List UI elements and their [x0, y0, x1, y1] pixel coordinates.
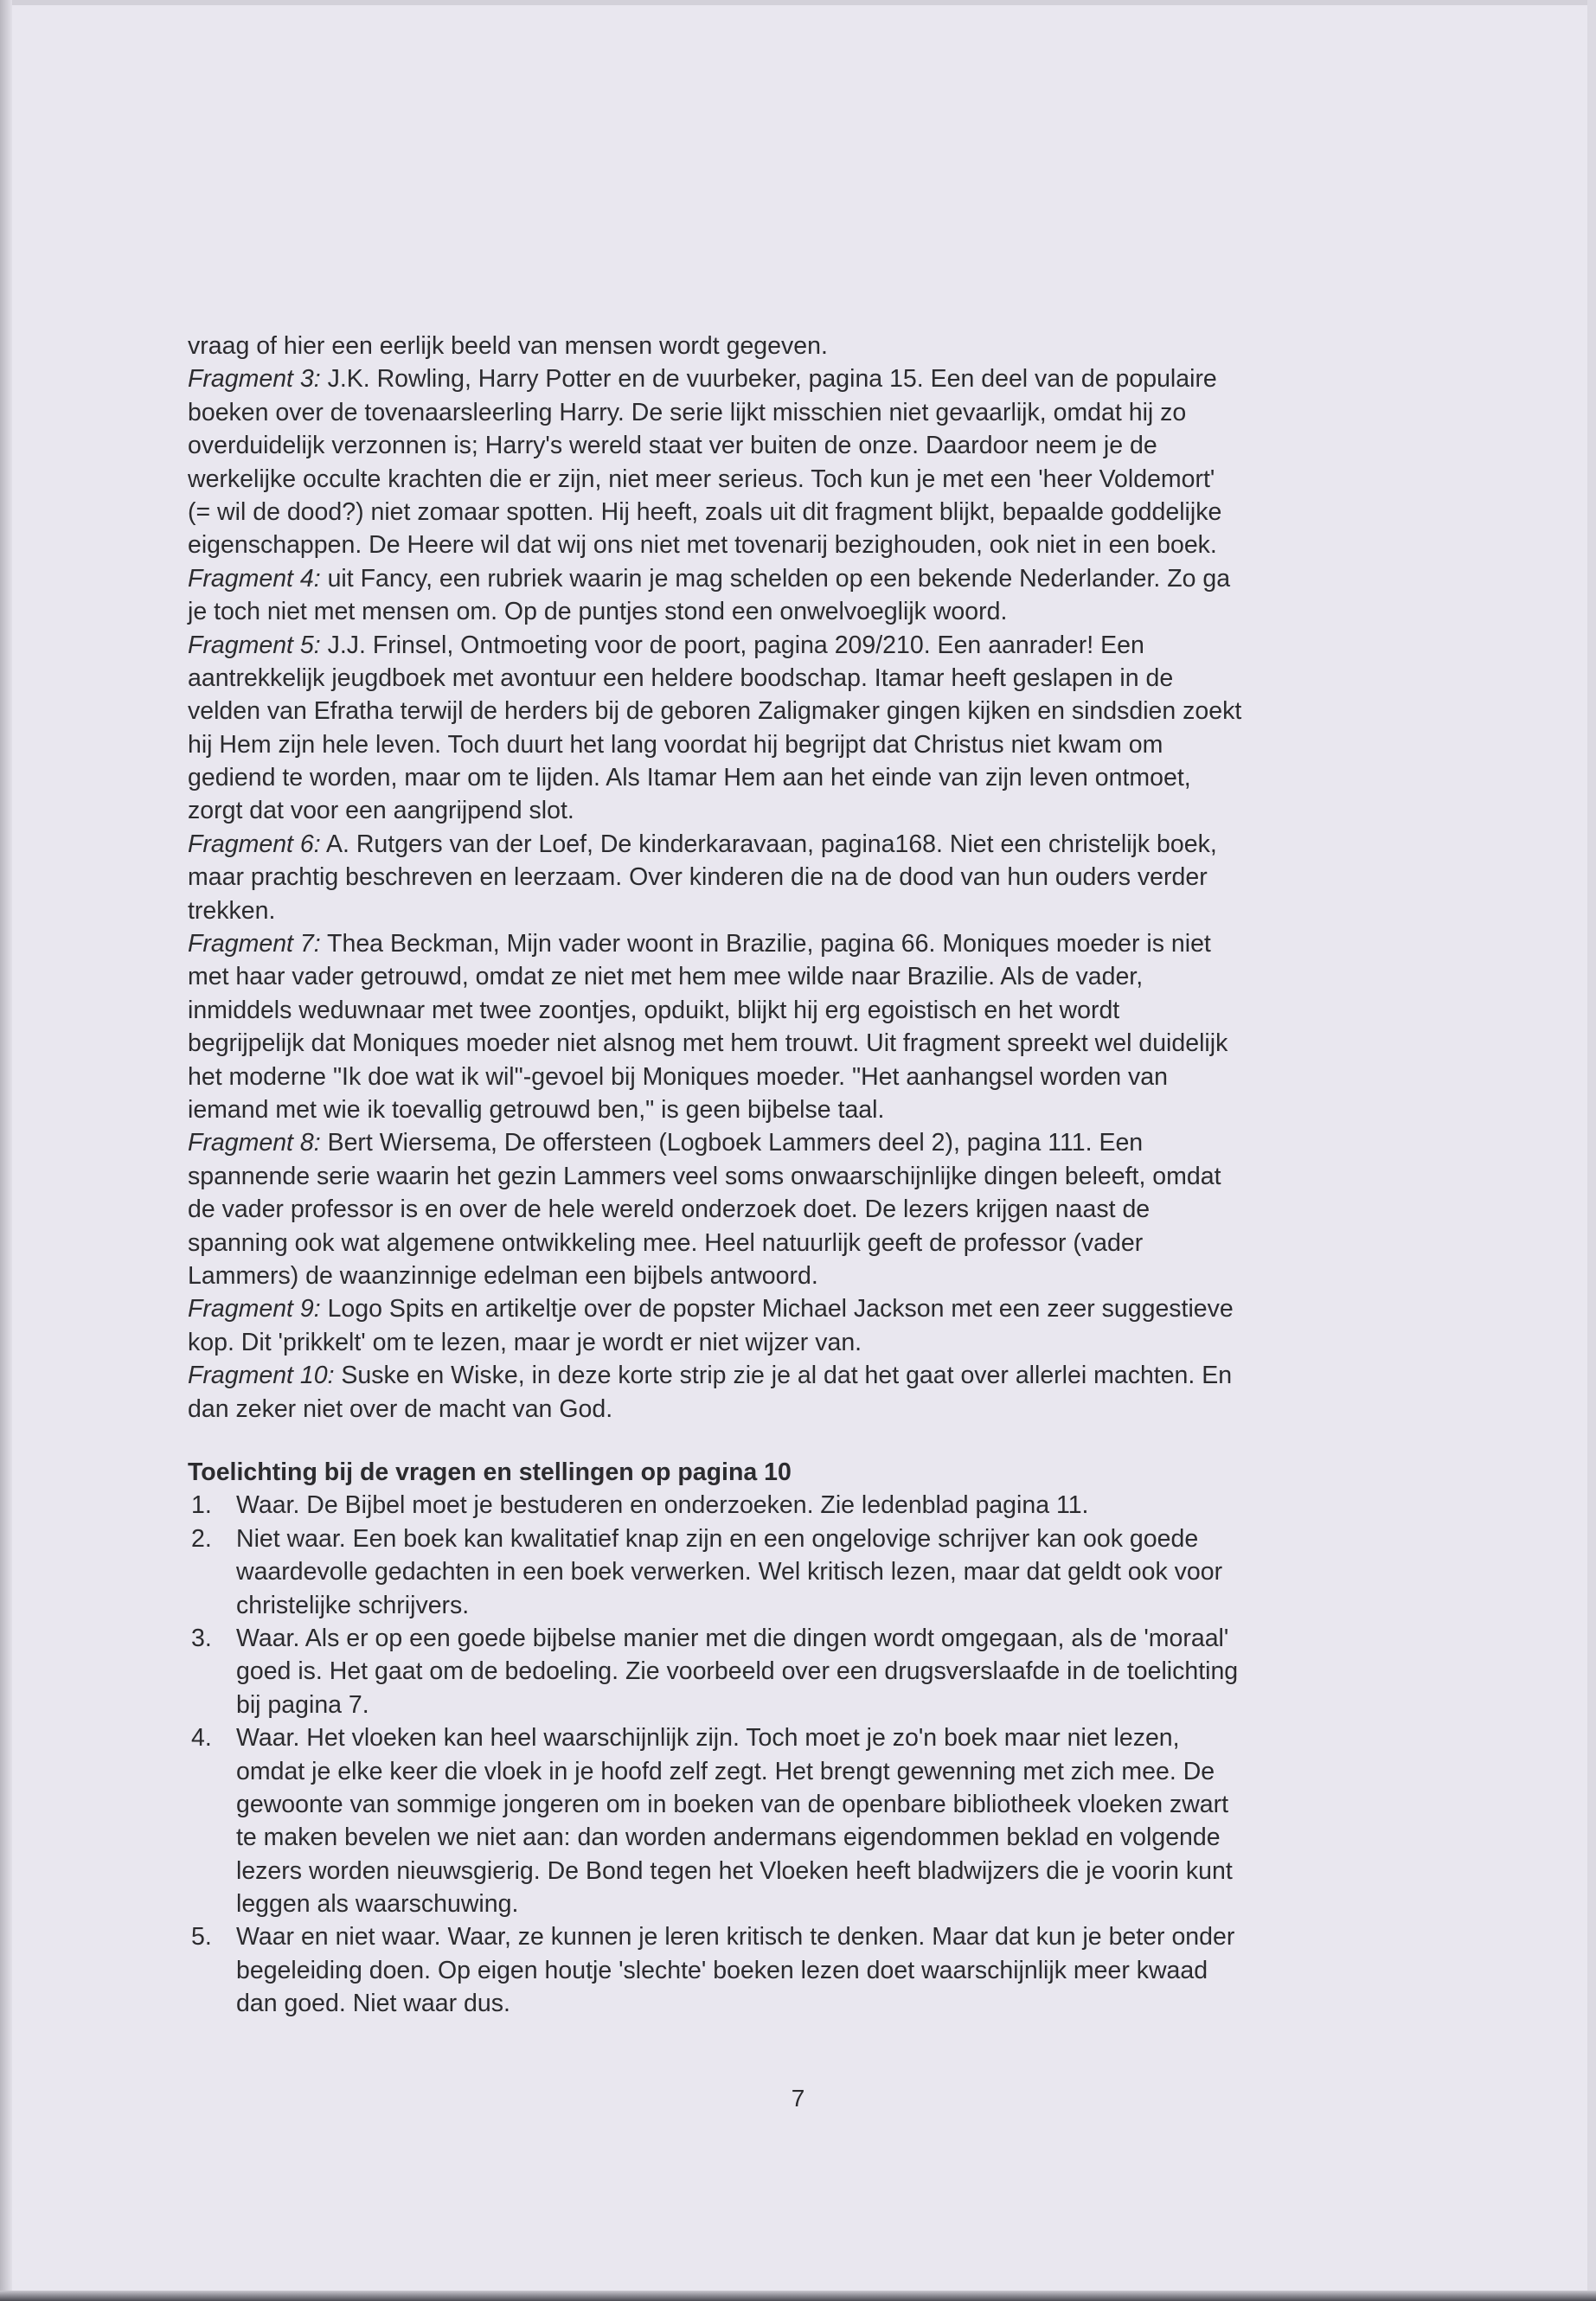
- fragment-paragraph-line: [188, 562, 1241, 595]
- line-text: velden van Efratha terwijl de herders bij de geboren Zaligmaker gingen kijken en sindsdien zoekt: [188, 697, 1242, 726]
- list-item-line: leggen als waarschuwing.: [236, 1890, 519, 1919]
- paragraph-line: [188, 1393, 1241, 1426]
- fragment-paragraph-line: [188, 828, 1241, 861]
- line-text: kop. Dit 'prikkelt' om te lezen, maar je wordt er niet wijzer van.: [188, 1328, 862, 1356]
- line-text: Thea Beckman, Mijn vader woont in Brazilie, pagina 66. Moniques moeder is niet: [320, 930, 1211, 958]
- fragment-paragraph-line: [188, 1292, 1241, 1325]
- list-item-line: bij pagina 7.: [236, 1690, 369, 1719]
- paragraph-line: [188, 794, 1241, 827]
- fragment-label: Fragment 5:: [188, 631, 321, 659]
- line-text: werkelijke occulte krachten die er zijn, niet meer serieus. Toch kun je met een 'heer Voldemort': [188, 465, 1215, 493]
- fragment-paragraph-line: [188, 1126, 1241, 1159]
- fragment-label: Fragment 3:: [188, 365, 321, 394]
- list-item-line: gewoonte van sommige jongeren om in boeken van de openbare bibliotheek vloeken zwart: [236, 1790, 1229, 1818]
- line-text: aantrekkelijk jeugdboek met avontuur een heldere boodschap. Itamar heeft geslapen in de: [188, 663, 1174, 692]
- list-item-number: 3.: [191, 1624, 212, 1652]
- paragraph-line: [188, 761, 1241, 794]
- list-item: [188, 1489, 1238, 1522]
- line-text: spanning ook wat algemene ontwikkeling mee. Heel natuurlijk geeft de professor (vader: [188, 1228, 1144, 1257]
- list-item-number: 1.: [191, 1491, 212, 1520]
- line-text: gediend te worden, maar om te lijden. Als Itamar Hem aan het einde van zijn leven ontmoet,: [188, 764, 1191, 792]
- numbered-list: [188, 1489, 1238, 2020]
- list-item-line: waardevolle gedachten in een boek verwerken. Wel kritisch lezen, maar dat geldt ook voor: [236, 1558, 1223, 1586]
- paragraph-line: [188, 529, 1241, 561]
- list-item-line: goed is. Het gaat om de bedoeling. Zie voorbeeld over een drugsverslaafde in de toelichting: [236, 1657, 1239, 1686]
- line-text: dan zeker niet over de macht van God.: [188, 1394, 613, 1423]
- line-text: Logo Spits en artikeltje over de popster Michael Jackson met een zeer suggestieve: [320, 1295, 1234, 1324]
- list-item-line: Waar en niet waar. Waar, ze kunnen je leren kritisch te denken. Maar dat kun je beter onder: [236, 1923, 1235, 1952]
- fragment-paragraph-line: [188, 330, 1241, 362]
- fragment-paragraph-line: [188, 629, 1241, 662]
- paragraph-line: [188, 1027, 1241, 1060]
- paragraph-line: [188, 595, 1241, 628]
- fragments-section: [188, 330, 1241, 1426]
- line-text: uit Fancy, een rubriek waarin je mag schelden op een bekende Nederlander. Zo ga: [320, 564, 1231, 593]
- list-item-line: Waar. Als er op een goede bijbelse manier met die dingen wordt omgegaan, als de 'moraal': [236, 1624, 1229, 1652]
- paragraph-line: [188, 496, 1241, 529]
- paragraph-line: [188, 396, 1241, 429]
- toelichting-section: [188, 1456, 1238, 2021]
- list-item-line: Waar. Het vloeken kan heel waarschijnlijk zijn. Toch moet je zo'n boek maar niet lezen,: [236, 1724, 1180, 1753]
- paragraph-line: [188, 695, 1241, 727]
- list-item-line: Niet waar. Een boek kan kwalitatief knap zijn en een ongelovige schrijver kan ook goede: [236, 1524, 1199, 1553]
- list-item-number: 2.: [191, 1524, 212, 1553]
- line-text: maar prachtig beschreven en leerzaam. Over kinderen die na de dood van hun ouders verder: [188, 863, 1208, 892]
- list-item-line: te maken bevelen we niet aan: dan worden andermans eigendommen beklad en volgende: [236, 1823, 1221, 1852]
- list-item-line: dan goed. Niet waar dus.: [236, 1990, 510, 2018]
- scan-edge-right: [1587, 0, 1596, 2301]
- list-item-line: omdat je elke keer die vloek in je hoofd zelf zegt. Het brengt gewenning met zich mee. De: [236, 1757, 1215, 1785]
- fragment-paragraph-line: [188, 1359, 1241, 1392]
- fragment-label: Fragment 6:: [188, 830, 321, 858]
- list-item-number: 5.: [191, 1923, 212, 1952]
- paragraph-line: [188, 1193, 1241, 1226]
- line-text: J.J. Frinsel, Ontmoeting voor de poort, pagina 209/210. Een aanrader! Een: [320, 631, 1144, 659]
- scan-edge-left: [0, 0, 12, 2301]
- line-text: vraag of hier een eerlijk beeld van mensen wordt gegeven.: [188, 332, 828, 360]
- line-text: Bert Wiersema, De offersteen (Logboek Lammers deel 2), pagina 111. Een: [320, 1129, 1144, 1157]
- section-heading: Toelichting bij de vragen en stellingen op pagina 10: [188, 1458, 792, 1486]
- list-item-line: Waar. De Bijbel moet je bestuderen en onderzoeken. Zie ledenblad pagina 11.: [236, 1491, 1089, 1520]
- paragraph-line: [188, 861, 1241, 894]
- paragraph-line: [188, 429, 1241, 462]
- paragraph-line: [188, 1227, 1241, 1259]
- line-text: de vader professor is en over de hele wereld onderzoek doet. De lezers krijgen naast de: [188, 1195, 1151, 1224]
- line-text: Suske en Wiske, in deze korte strip zie je al dat het gaat over allerlei machten. En: [334, 1362, 1233, 1390]
- line-text: overduidelijk verzonnen is; Harry's wereld staat ver buiten de onze. Daardoor neem je de: [188, 432, 1157, 460]
- fragment-label: Fragment 9:: [188, 1295, 321, 1324]
- list-item: [188, 1920, 1238, 2020]
- line-text: begrijpelijk dat Moniques moeder niet alsnog met hem trouwt. Uit fragment spreekt wel duidelijk: [188, 1029, 1228, 1058]
- paragraph-line: [188, 1061, 1241, 1093]
- line-text: zorgt dat voor een aangrijpend slot.: [188, 797, 574, 825]
- line-text: het moderne "Ik doe wat ik wil"-gevoel bij Moniques moeder. "Het aanhangsel worden van: [188, 1062, 1168, 1091]
- line-text: boeken over de tovenaarsleerling Harry. De serie lijkt misschien niet gevaarlijk, omdat hij zo: [188, 398, 1187, 426]
- paragraph-line: [188, 1259, 1241, 1292]
- line-text: je toch niet met mensen om. Op de puntjes stond een onwelvoeglijk woord.: [188, 598, 1008, 626]
- list-item-line: lezers worden nieuwsgierig. De Bond tegen het Vloeken heeft bladwijzers die je voorin kunt: [236, 1856, 1233, 1885]
- line-text: spannende serie waarin het gezin Lammers veel soms onwaarschijnlijke dingen beleeft, omdat: [188, 1162, 1221, 1190]
- page-number: 7: [791, 2085, 805, 2112]
- scan-edge-bottom: [0, 2291, 1596, 2301]
- line-text: eigenschappen. De Heere wil dat wij ons niet met tovenarij bezighouden, ook niet in een boek.: [188, 531, 1217, 560]
- line-text: hij Hem zijn hele leven. Toch duurt het lang voordat hij begrijpt dat Christus niet kwam om: [188, 730, 1163, 759]
- line-text: J.K. Rowling, Harry Potter en de vuurbeker, pagina 15. Een deel van de populaire: [320, 365, 1217, 394]
- list-item: [188, 1622, 1238, 1721]
- paragraph-line: [188, 960, 1241, 993]
- list-item-number: 4.: [191, 1724, 212, 1753]
- list-item-line: christelijke schrijvers.: [236, 1591, 470, 1619]
- line-text: (= wil de dood?) niet zomaar spotten. Hij heeft, zoals uit dit fragment blijkt, bepaalde goddelijke: [188, 497, 1222, 526]
- paragraph-line: [188, 1160, 1241, 1193]
- list-item-line: begeleiding doen. Op eigen houtje 'slechte' boeken lezen doet waarschijnlijk meer kwaad: [236, 1956, 1208, 1984]
- line-text: Lammers) de waanzinnige edelman een bijbels antwoord.: [188, 1261, 818, 1290]
- list-item: [188, 1721, 1238, 1920]
- paragraph-line: [188, 662, 1241, 695]
- paragraph-line: [188, 994, 1241, 1027]
- line-text: inmiddels weduwnaar met twee zoontjes, opduikt, blijkt hij erg egoistisch en het wordt: [188, 996, 1120, 1024]
- paragraph-line: [188, 1326, 1241, 1359]
- paragraph-line: [188, 463, 1241, 496]
- paragraph-line: [188, 894, 1241, 927]
- fragment-label: Fragment 7:: [188, 930, 321, 958]
- fragment-paragraph-line: [188, 927, 1241, 960]
- fragment-label: Fragment 8:: [188, 1129, 321, 1157]
- line-text: met haar vader getrouwd, omdat ze niet met hem mee wilde naar Brazilie. Als de vader,: [188, 963, 1144, 991]
- paragraph-line: [188, 728, 1241, 761]
- line-text: trekken.: [188, 896, 276, 925]
- list-item: [188, 1522, 1238, 1622]
- scan-edge-top: [0, 0, 1596, 5]
- fragment-paragraph-line: [188, 362, 1241, 395]
- line-text: iemand met wie ik toevallig getrouwd ben," is geen bijbelse taal.: [188, 1095, 885, 1124]
- fragment-label: Fragment 10:: [188, 1362, 335, 1390]
- paragraph-line: [188, 1093, 1241, 1126]
- fragment-label: Fragment 4:: [188, 564, 321, 593]
- line-text: A. Rutgers van der Loef, De kinderkaravaan, pagina168. Niet een christelijk boek,: [320, 830, 1217, 858]
